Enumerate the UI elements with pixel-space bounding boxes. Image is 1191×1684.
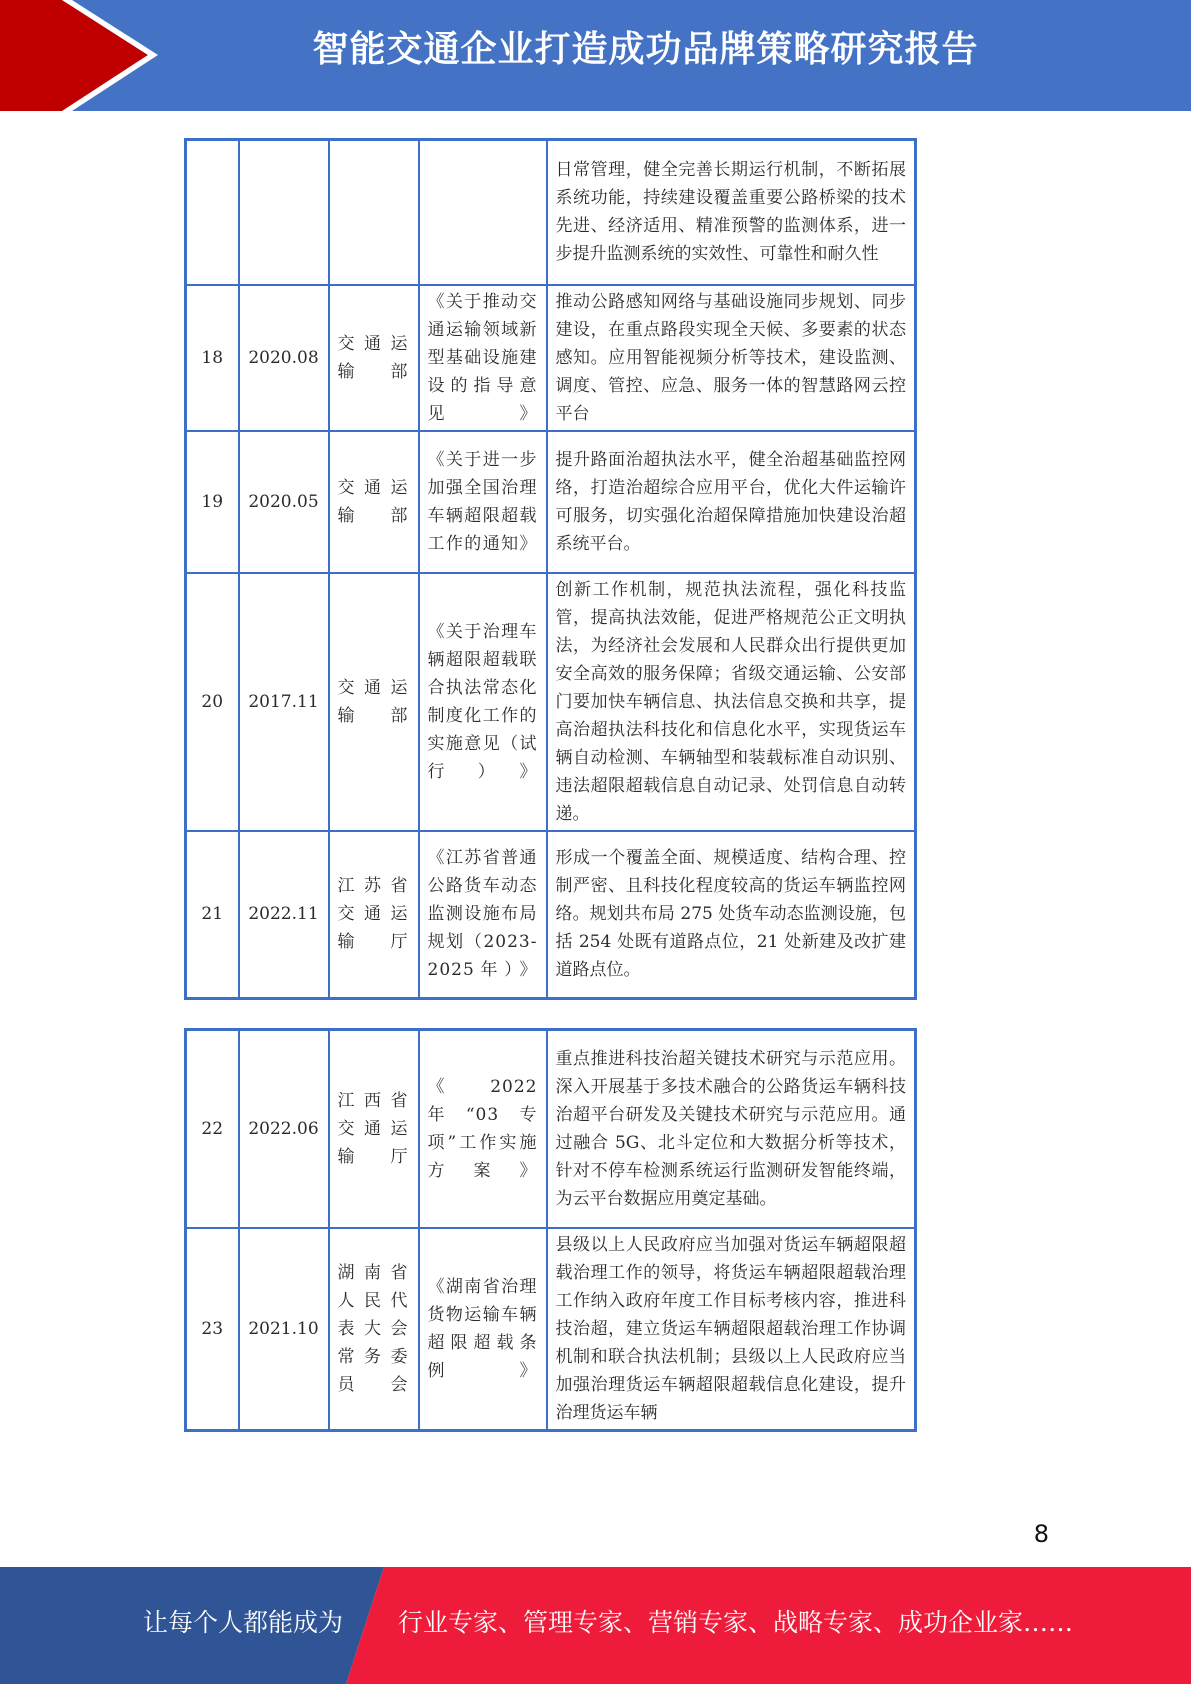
table-row bbox=[186, 431, 916, 573]
policy-table-bottom bbox=[184, 1028, 917, 1432]
cell-content: 形成一个覆盖全面、规模适度、结构合理、控制严密、且科技化程度较高的货运车辆监控网络。规划共布局 275 处货车动态监测设施，包括 254 处既有道路点位，21 处新建及改扩建道路点位。 bbox=[547, 831, 916, 999]
cell-number: 19 bbox=[186, 431, 239, 573]
policy-table-top bbox=[184, 138, 917, 1000]
cell-date: 2020.08 bbox=[239, 285, 329, 431]
cell-department: 交通运输部 bbox=[329, 285, 419, 431]
cell-number: 23 bbox=[186, 1228, 239, 1431]
cell-content: 重点推进科技治超关键技术研究与示范应用。深入开展基于多技术融合的公路货运车辆科技治超平台研发及关键技术研究与示范应用。通过融合 5G、北斗定位和大数据分析等技术，针对不停车检测系统运行监测研发智能终端，为云平台数据应用奠定基础。 bbox=[547, 1030, 916, 1228]
cell-policy-name bbox=[419, 140, 547, 285]
cell-department bbox=[329, 140, 419, 285]
cell-date: 2022.06 bbox=[239, 1030, 329, 1228]
cell-department: 江西省交通运输厅 bbox=[329, 1030, 419, 1228]
cell-content: 创新工作机制，规范执法流程，强化科技监管，提高执法效能，促进严格规范公正文明执法，为经济社会发展和人民群众出行提供更加安全高效的服务保障；省级交通运输、公安部门要加快车辆信息、执法信息交换和共享，提高治超执法科技化和信息化水平，实现货运车辆自动检测、车辆轴型和装载标准自动识别、违法超限超载信息自动记录、处罚信息自动转递。 bbox=[547, 573, 916, 831]
page-number: 8 bbox=[1033, 1520, 1049, 1548]
footer-slogan-left: 让每个人都能成为 bbox=[143, 1608, 344, 1637]
table-row bbox=[186, 573, 916, 831]
report-title: 智能交通企业打造成功品牌策略研究报告 bbox=[312, 29, 979, 70]
table-row bbox=[186, 140, 916, 285]
cell-content: 日常管理，健全完善长期运行机制，不断拓展系统功能，持续建设覆盖重要公路桥梁的技术先进、经济适用、精准预警的监测体系，进一步提升监测系统的实效性、可靠性和耐久性 bbox=[547, 140, 916, 285]
cell-content: 提升路面治超执法水平，健全治超基础监控网络，打造治超综合应用平台，优化大件运输许可服务，切实强化治超保障措施加快建设治超系统平台。 bbox=[547, 431, 916, 573]
footer-slogan-right: 行业专家、管理专家、营销专家、战略专家、成功企业家…… bbox=[398, 1608, 1074, 1637]
cell-policy-name: 《关于治理车辆超限超载联合执法常态化制度化工作的实施意见（试行）》 bbox=[419, 573, 547, 831]
page-header bbox=[0, 0, 1191, 111]
cell-policy-name: 《关于进一步加强全国治理车辆超限超载工作的通知》 bbox=[419, 431, 547, 573]
page-footer bbox=[0, 1567, 1191, 1684]
cell-policy-name: 《湖南省治理货物运输车辆超限超载条例》 bbox=[419, 1228, 547, 1431]
cell-content: 推动公路感知网络与基础设施同步规划、同步建设，在重点路段实现全天候、多要素的状态感知。应用智能视频分析等技术，建设监测、调度、管控、应急、服务一体的智慧路网云控平台 bbox=[547, 285, 916, 431]
cell-number bbox=[186, 140, 239, 285]
cell-date: 2017.11 bbox=[239, 573, 329, 831]
cell-content: 县级以上人民政府应当加强对货运车辆超限超载治理工作的领导，将货运车辆超限超载治理工作纳入政府年度工作目标考核内容，推进科技治超，建立货运车辆超限超载治理工作协调机制和联合执法机制；县级以上人民政府应当加强治理货运车辆超限超载信息化建设，提升治理货运车辆 bbox=[547, 1228, 916, 1431]
cell-policy-name: 《关于推动交通运输领域新型基础设施建设的指导意见》 bbox=[419, 285, 547, 431]
cell-department: 江苏省交通运输厅 bbox=[329, 831, 419, 999]
table-row bbox=[186, 1228, 916, 1431]
cell-number: 20 bbox=[186, 573, 239, 831]
cell-number: 21 bbox=[186, 831, 239, 999]
cell-date bbox=[239, 140, 329, 285]
table-row bbox=[186, 1030, 916, 1228]
table-row bbox=[186, 285, 916, 431]
cell-department: 交通运输部 bbox=[329, 431, 419, 573]
cell-department: 湖南省人民代表大会常务委员会 bbox=[329, 1228, 419, 1431]
table-row bbox=[186, 831, 916, 999]
cell-department: 交通运输部 bbox=[329, 573, 419, 831]
cell-number: 22 bbox=[186, 1030, 239, 1228]
cell-policy-name: 《2022年“03专项”工作实施方案》 bbox=[419, 1030, 547, 1228]
cell-policy-name: 《江苏省普通公路货车动态监测设施布局规划（2023-2025年）》 bbox=[419, 831, 547, 999]
cell-date: 2021.10 bbox=[239, 1228, 329, 1431]
cell-number: 18 bbox=[186, 285, 239, 431]
cell-date: 2020.05 bbox=[239, 431, 329, 573]
cell-date: 2022.11 bbox=[239, 831, 329, 999]
